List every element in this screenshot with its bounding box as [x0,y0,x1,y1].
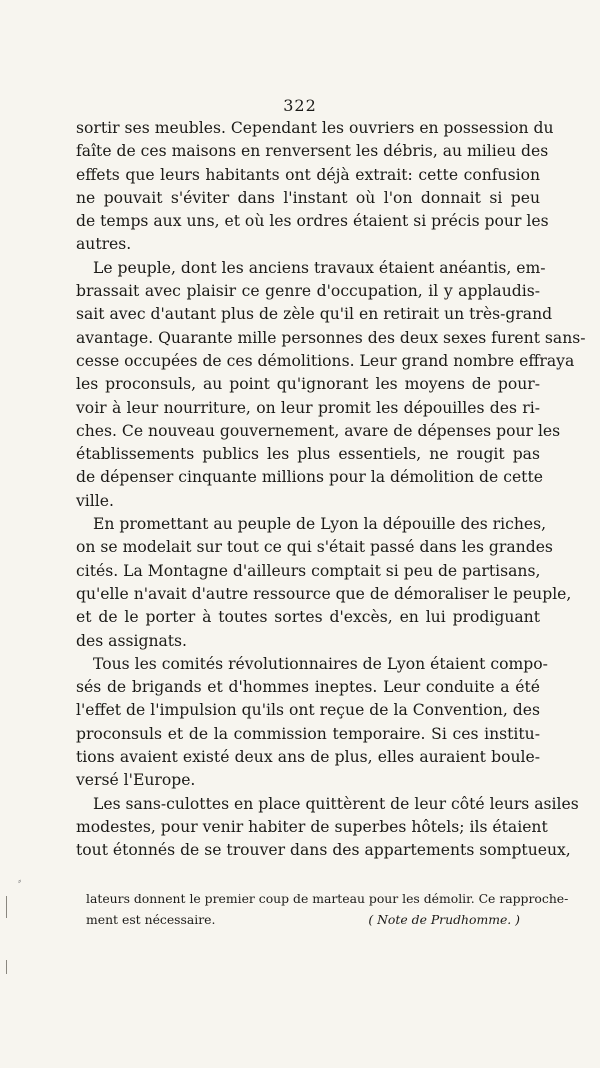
text-line: modestes, pour venir habiter de superbes hôtels; ils étaient [76,817,548,836]
text-line: Les sans-culottes en place quittèrent de leur côté leurs asiles [93,794,579,813]
text-line: cesse occupées de ces démolitions. Leur grand nombre effraya [76,351,575,370]
text-line: autres. [76,235,132,254]
text-line: tions avaient existé deux ans de plus, elles auraient boule- [76,748,540,767]
text-line: sait avec d'autant plus de zèle qu'il en retirait un très-grand [76,305,553,324]
text-line: des assignats. [76,631,188,650]
text-line: versé l'Europe. [76,771,196,790]
text-line: sés de brigands et d'hommes ineptes. Leur conduite a été [76,678,540,697]
text-line: tout étonnés de se trouver dans des appartements somptueux, [76,841,571,860]
text-line: qu'elle n'avait d'autre ressource que de démoraliser le peuple, [76,584,572,603]
text-line: ville. [76,491,114,510]
text-line: l'effet de l'impulsion qu'ils ont reçue de la Convention, des [76,701,540,720]
margin-mark [6,960,7,974]
text-line: cités. La Montagne d'ailleurs comptait si peu de partisans, [76,561,541,580]
footnote-line: lateurs donnent le premier coup de marteau pour les démolir. Ce rapproche- [86,891,569,906]
body-text [76,117,586,863]
text-line: on se modelait sur tout ce qui s'était passé dans les grandes [76,538,553,557]
text-line: voir à leur nourriture, on leur promit les dépouilles des ri- [76,398,540,417]
text-line: ches. Ce nouveau gouvernement, avare de dépenses pour les [76,421,561,440]
footnote-attribution: ( Note de Prudhomme. ) [368,912,520,927]
margin-mark [6,896,7,918]
text-line: sortir ses meubles. Cependant les ouvriers en possession du [76,119,554,137]
page-number: 322 [283,96,317,115]
text-line: brassait avec plaisir ce genre d'occupation, il y applaudis- [76,282,540,301]
footnote [86,888,569,930]
text-line: faîte de ces maisons en renversent les débris, au milieu des [76,142,549,161]
text-line: établissements publics les plus essentiels, ne rougit pas [76,445,540,464]
text-line: En promettant au peuple de Lyon la dépouille des riches, [93,515,547,534]
text-line: proconsuls et de la commission temporaire. Si ces institu- [76,724,540,743]
text-line: ne pouvait s'éviter dans l'instant où l'on donnait si peu [76,188,540,207]
text-line: de dépenser cinquante millions pour la démolition de cette [76,468,543,487]
text-line: avantage. Quarante mille personnes des deux sexes furent sans- [76,328,586,347]
text-line: de temps aux uns, et où les ordres étaient si précis pour les [76,212,549,231]
text-line: effets que leurs habitants ont déjà extrait: cette confusion [76,165,540,184]
footnote-last-row [86,909,540,930]
text-line: les proconsuls, au point qu'ignorant les moyens de pour- [76,375,540,394]
text-line: et de le porter à toutes sortes d'excès, en lui prodiguant [76,608,540,627]
text-line: Le peuple, dont les anciens travaux étaient anéantis, em- [93,258,546,277]
ink-speck: ⸗ [18,876,22,887]
text-line: Tous les comités révolutionnaires de Lyon étaient compo- [93,654,548,673]
footnote-line: ment est nécessaire. [86,912,216,927]
